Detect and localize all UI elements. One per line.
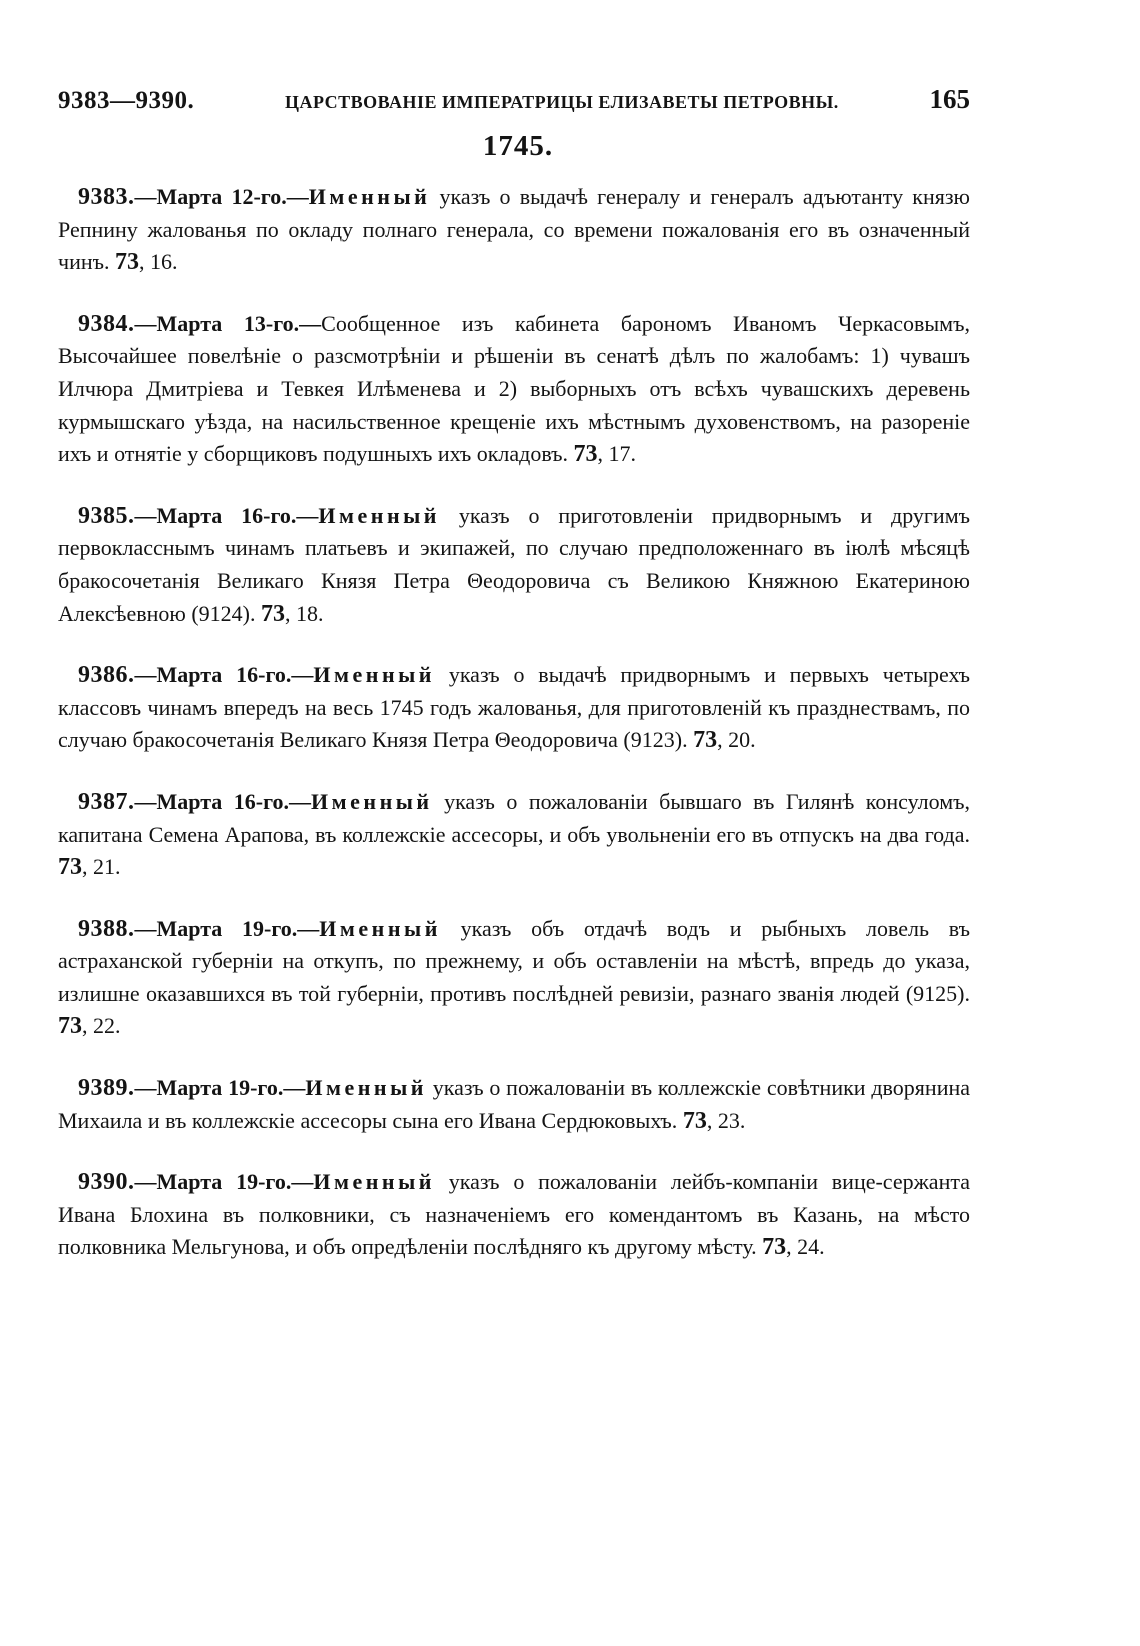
entry-ref-item: , 18. [285,600,324,626]
entry-ref-volume: 73 [693,727,718,754]
entry-text: указъ о пожалованіи въ коллежскіе совѣтники дворянина Михаила и въ коллежскіе ассесоры сына его Ивана Сердюковыхъ. [58,1075,971,1133]
entry-ref-volume: 73 [573,441,598,468]
entry-number: 9389. [78,1075,135,1102]
entry-ref-volume: 73 [58,854,82,881]
entry-ref-volume: 73 [115,249,139,276]
entry-text: указъ объ отдачѣ водъ и рыбныхъ ловель въ астраханской губерніи на откупъ, по прежнему, и объ оставленіи на мѣстѣ, впредь до указа, излишне оказавшихся въ той губерніи, противъ послѣдней ревизіи, разнаго званія людей (9125). [58,915,970,1006]
entry [58,181,970,279]
entry-kind: Именный [305,1075,427,1101]
document-page [58,84,970,1293]
entry [58,1072,970,1137]
entry-date: —Марта 13-го.— [134,310,322,336]
entry [58,1166,970,1264]
entry-ref-volume: 73 [261,600,285,627]
entry [58,659,970,757]
entry-kind: Именный [318,502,440,528]
entry [58,913,970,1043]
entry-text: указъ о пожалованіи лейбъ-компаніи вице-сержанта Ивана Блохина въ полковники, съ назначеніемъ его комендантомъ въ Казань, на мѣсто полковника Мельгунова, и объ опредѣленіи послѣдняго къ другому мѣсту. [58,1169,970,1260]
entry-number: 9386. [78,662,135,689]
running-header [58,84,970,120]
entry-kind: Именный [308,184,431,209]
entry-date: —Марта 16-го.— [134,662,314,688]
entry-ref-item: , 16. [139,249,178,275]
entry [58,786,970,884]
entry-ref-item: , 23. [706,1107,746,1133]
entry-text: указъ о выдачѣ генералу и генералъ адъютанту князю Репнину жалованья по окладу полнаго генерала, со времени пожалованія его въ означенный чинъ. [58,184,970,275]
entry-number: 9388. [78,915,135,942]
entry-kind: Именный [311,788,433,814]
entry-ref-item: , 24. [786,1234,825,1260]
entry-ref-item: , 17. [597,441,637,467]
entry-date: —Марта 19-го.— [134,915,320,941]
entry-kind: Именный [313,662,435,688]
entry-date: —Марта 19-го.— [134,1169,314,1195]
entry [58,308,970,471]
entry-number: 9385. [78,502,135,529]
year-heading: 1745. [482,130,554,162]
entry-text: указъ о выдачѣ придворнымъ и первыхъ четырехъ классовъ чинамъ впередъ на весь 1745 годъ жалованья, для приготовленій къ празднествамъ, по случаю бракосочетанія Великаго Князя Петра Θеодоровича (9123). [58,662,971,753]
page-number: 165 [929,84,970,114]
entry-ref-item: , 22. [82,1013,121,1039]
entry-number: 9384. [78,310,135,337]
entry-kind: Именный [313,1169,435,1195]
entry-ref-volume: 73 [682,1107,707,1134]
entry-number: 9383. [78,184,135,210]
entry-kind: Именный [319,915,441,941]
entry-text: указъ о пожалованіи бывшаго въ Гилянѣ консуломъ, капитана Семена Арапова, въ коллежскіе ассесоры, и объ увольненіи его въ отпускъ на два года. [58,788,970,847]
entries-list [58,181,970,1264]
entry-range: 9383—9390. [58,87,195,114]
running-title: ЦАРСТВОВАНІЕ ИМПЕРАТРИЦЫ ЕЛИЗАВЕТЫ ПЕТРОВНЫ. [284,92,839,112]
entry-ref-item: , 20. [717,727,756,753]
entry-date: —Марта 12-го.— [134,184,309,209]
entry-number: 9387. [78,788,135,815]
entry-ref-volume: 73 [762,1234,787,1261]
entry-date: —Марта 19-го.— [134,1075,306,1101]
entry-ref-volume: 73 [58,1013,82,1040]
entry-number: 9390. [78,1169,135,1196]
entry-ref-item: , 21. [82,854,121,880]
entry-text: Сообщенное изъ кабинета барономъ Иваномъ Черкасовымъ, Высочайшее повелѣніе о разсмотрѣніи и рѣшеніи въ сенатѣ дѣлъ по жалобамъ: 1) чувашъ Илчюра Дмитріева и Тевкея Илѣменева и 2) выборныхъ отъ всѣхъ чувашскихъ деревень курмышскаго уѣзда, на насильственное крещеніе ихъ мѣстнымъ духовенствомъ, на разореніе ихъ и отнятіе у сборщиковъ подушныхъ ихъ окладовъ. [58,310,970,467]
entry-date: —Марта 16-го.— [134,788,312,814]
entry-date: —Марта 16-го.— [134,502,319,528]
entry [58,500,970,630]
entry-text: указъ о приготовленіи придворнымъ и другимъ первокласснымъ чинамъ платьевъ и экипажей, по случаю предположеннаго въ іюлѣ мѣсяцѣ бракосочетанія Великаго Князя Петра Θеодоровича съ Великою Княжною Екатериною Алексѣевною (9124). [58,502,971,626]
